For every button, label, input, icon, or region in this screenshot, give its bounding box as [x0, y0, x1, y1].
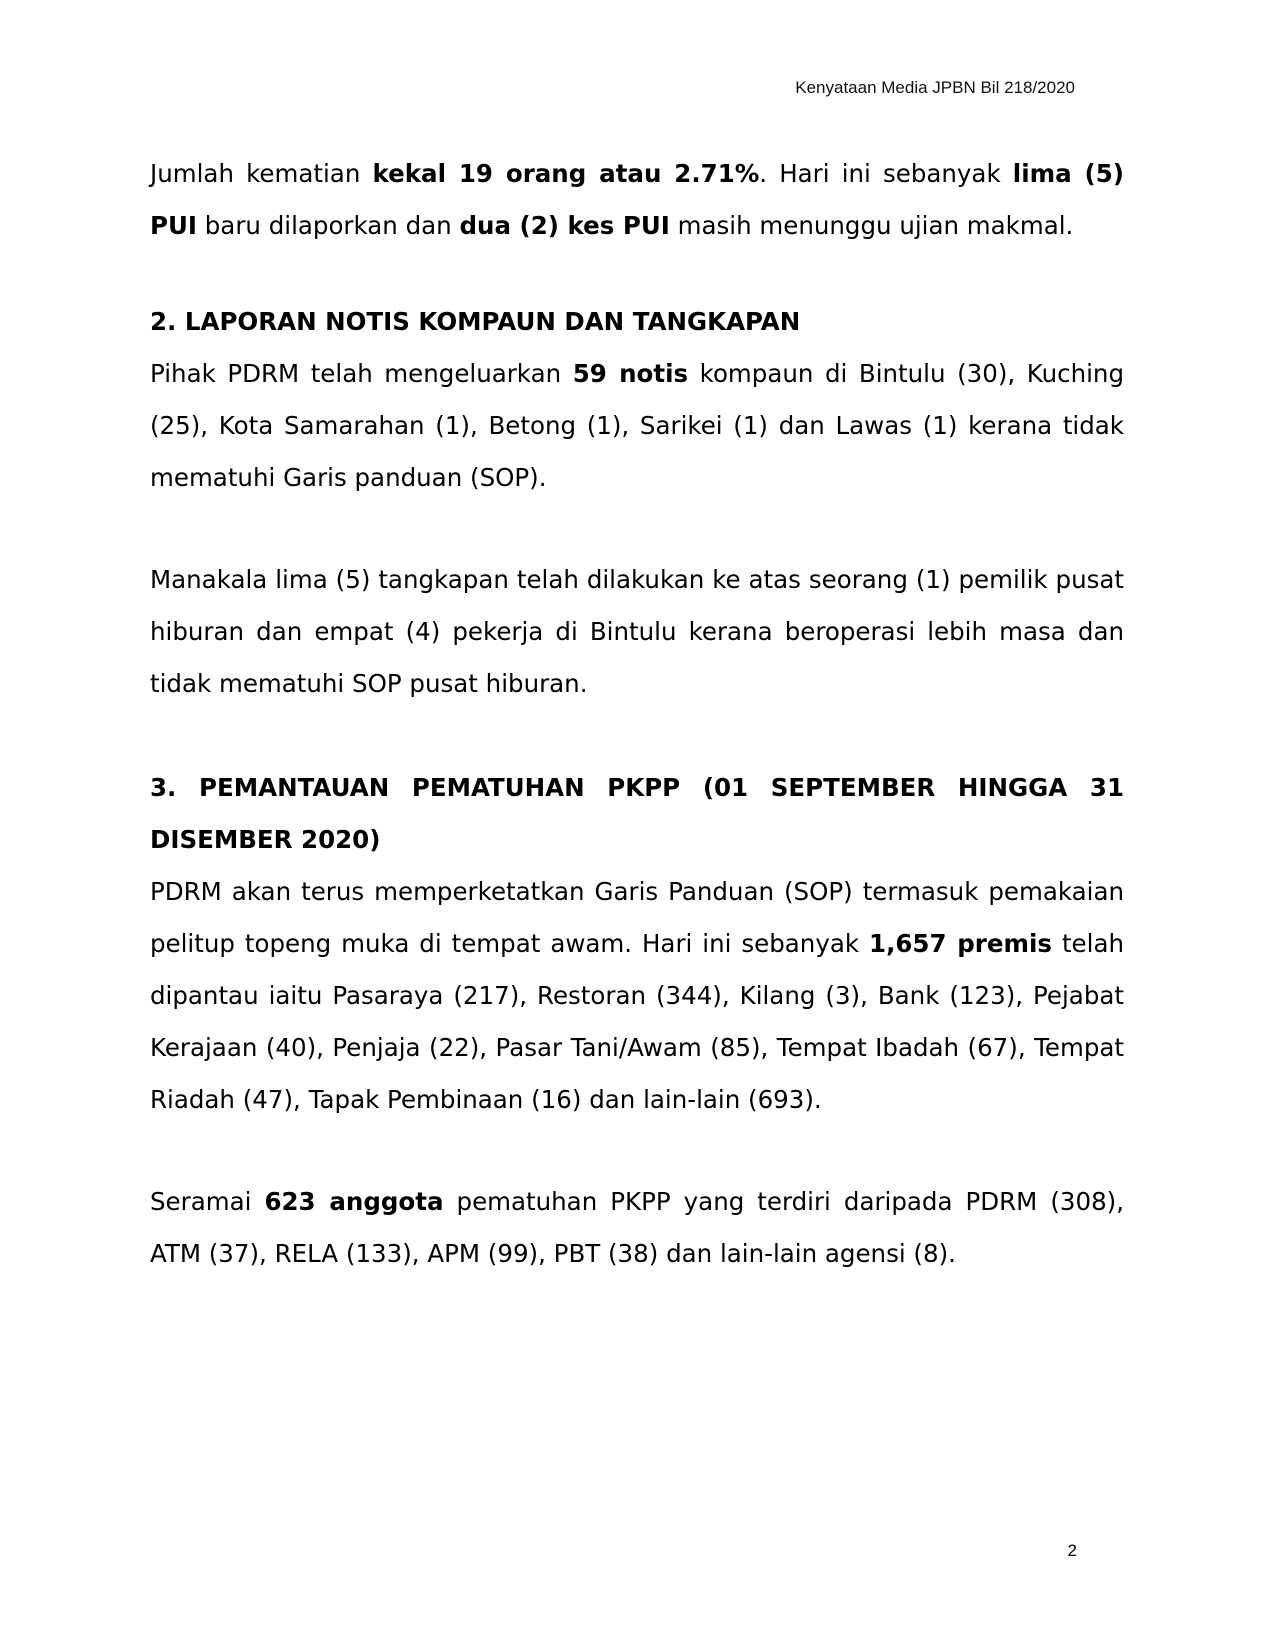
bold-run: dua (2) kes PUI: [459, 211, 670, 240]
paragraph-arrests: Manakala lima (5) tangkapan telah dilakukan ke atas seorang (1) pemilik pusat hiburan dan empat (4) pekerja di Bintulu kerana beroperasi lebih masa dan tidak mematuhi SOP pusat hiburan.: [150, 565, 1124, 698]
section-heading-2: 2. LAPORAN NOTIS KOMPAUN DAN TANGKAPAN: [150, 307, 801, 336]
text-run: pematuhan PKPP yang terdiri daripada PDRM (308), ATM (37), RELA (133), APM (99), PBT (38) dan lain-lain agensi (8).: [150, 1187, 1125, 1268]
spacer: [150, 504, 1124, 554]
bold-run: lima (5) PUI: [150, 159, 1124, 240]
paragraph-premises-monitoring: [150, 866, 1124, 1126]
text-run: . Hari ini sebanyak: [759, 159, 1013, 188]
document-body: [150, 148, 1124, 1280]
bold-run: kekal 19 orang atau 2.71%: [372, 159, 760, 188]
bold-run: 1,657 premis: [869, 929, 1052, 958]
text-run: Seramai: [150, 1187, 265, 1216]
text-run: kompaun di Bintulu (30), Kuching (25), Kota Samarahan (1), Betong (1), Sarikei (1) dan Lawas (1) kerana tidak mematuhi Garis panduan (SOP).: [150, 359, 1124, 492]
spacer: [150, 252, 1124, 296]
spacer: [150, 1126, 1124, 1176]
page-number: 2: [1067, 1541, 1077, 1560]
spacer: [150, 710, 1124, 762]
text-run: telah dipantau iaitu Pasaraya (217), Restoran (344), Kilang (3), Bank (123), Pejabat Kerajaan (40), Penjaja (22), Pasar Tani/Awam (85), Tempat Ibadah (67), Tempat Riadah (47), Tapak Pembinaan (16) dan lain-lain (693).: [150, 929, 1124, 1114]
paragraph-compliance-members: [150, 1176, 1124, 1280]
section-heading-3: 3. PEMANTAUAN PEMATUHAN PKPP (01 SEPTEMBER HINGGA 31 DISEMBER 2020): [150, 773, 1124, 854]
text-run: PDRM akan terus memperketatkan Garis Panduan (SOP) termasuk pemakaian pelitup topeng muka di tempat awam. Hari ini sebanyak: [150, 877, 1124, 958]
text-run: Pihak PDRM telah mengeluarkan: [150, 359, 573, 388]
bold-run: 59 notis: [572, 359, 689, 388]
document-reference: Kenyataan Media JPBN Bil 218/2020: [795, 78, 1075, 97]
text-run: Jumlah kematian: [150, 159, 373, 188]
text-run: masih menunggu ujian makmal.: [669, 211, 1074, 240]
text-run: baru dilaporkan dan: [196, 211, 460, 240]
paragraph-death-pui: [150, 148, 1124, 252]
bold-run: 623 anggota: [264, 1187, 444, 1216]
paragraph-compound-notices: [150, 348, 1124, 504]
